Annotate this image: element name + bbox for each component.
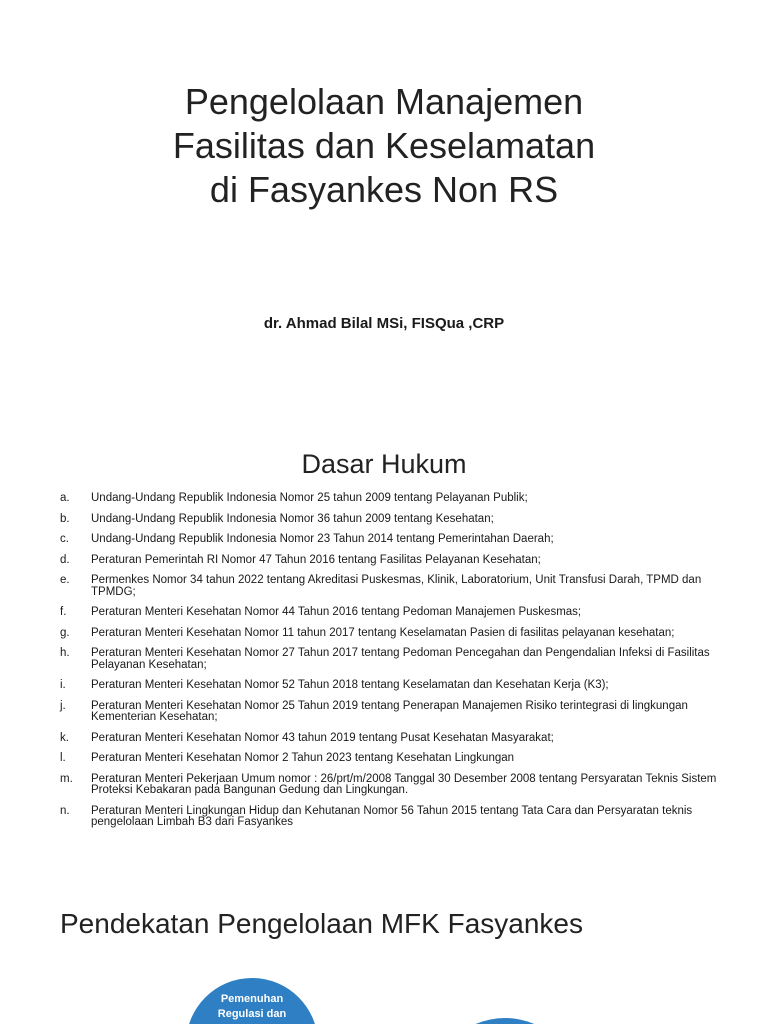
legal-basis-item bbox=[60, 680, 720, 692]
regulation-circle bbox=[186, 978, 318, 1024]
legal-basis-item-text: Peraturan Pemerintah RI Nomor 47 Tahun 2016 tentang Fasilitas Pelayanan Kesehatan; bbox=[91, 553, 541, 566]
legal-basis-item bbox=[60, 534, 720, 546]
title-line-2: Fasilitas dan Keselamatan bbox=[172, 125, 596, 166]
legal-basis-item-letter: a. bbox=[60, 492, 70, 504]
legal-basis-heading: Dasar Hukum bbox=[301, 449, 467, 479]
legal-basis-item-text: Peraturan Menteri Kesehatan Nomor 44 Tahun 2016 tentang Pedoman Manajemen Puskesmas; bbox=[91, 606, 582, 618]
legal-basis-item-text: Permenkes Nomor 34 tahun 2022 tentang Akreditasi Puskesmas, Klinik, Laboratorium, Unit Transfusi Darah, TPMD dan TPMDG; bbox=[91, 574, 702, 598]
legal-basis-item-letter: n. bbox=[60, 804, 70, 817]
title-line-1: Pengelolaan Manajemen bbox=[184, 81, 584, 122]
author-name: dr. Ahmad Bilal MSi, FISQua ,CRP bbox=[263, 315, 505, 332]
legal-basis-item-text: Undang-Undang Republik Indonesia Nomor 36 tahun 2009 tentang Kesehatan; bbox=[91, 512, 494, 525]
legal-basis-item-text: Peraturan Menteri Kesehatan Nomor 2 Tahun 2023 tentang Kesehatan Lingkungan bbox=[91, 752, 515, 764]
legal-basis-item-letter: g. bbox=[60, 626, 70, 639]
legal-basis-item bbox=[60, 575, 720, 598]
legal-basis-item-text: Peraturan Menteri Kesehatan Nomor 27 Tahun 2017 tentang Pedoman Pencegahan dan Pengendalian Infeksi di Fasilitas Pelayanan Kesehatan; bbox=[91, 647, 710, 671]
legal-basis-item-letter: k. bbox=[60, 731, 69, 744]
regulation-circle-label bbox=[186, 992, 318, 1022]
legal-basis-item-text: Undang-Undang Republik Indonesia Nomor 23 Tahun 2014 tentang Pemerintahan Daerah; bbox=[91, 533, 554, 545]
legal-basis-item bbox=[60, 648, 720, 671]
circle-label-line-1: Pemenuhan bbox=[220, 993, 284, 1005]
legal-basis-item-letter: e. bbox=[60, 574, 70, 586]
legal-basis-item-text: Peraturan Menteri Kesehatan Nomor 11 tahun 2017 tentang Keselamatan Pasien di fasilitas pelayanan kesehatan; bbox=[91, 626, 675, 639]
legal-basis-item bbox=[60, 701, 720, 724]
legal-basis-list bbox=[60, 493, 720, 838]
legal-basis-item-text: Peraturan Menteri Pekerjaan Umum nomor : 26/prt/m/2008 Tanggal 30 Desember 2008 tentang Persyaratan Teknis Sistem Proteksi Kebakaran pada Bangunan Gedung dan Lingkungan. bbox=[91, 772, 717, 796]
legal-basis-item-letter: f. bbox=[60, 606, 67, 618]
legal-basis-item bbox=[60, 514, 720, 526]
legal-basis-item-text: Peraturan Menteri Kesehatan Nomor 25 Tahun 2019 tentang Penerapan Manajemen Risiko terintegrasi di lingkungan Kementerian Kesehatan; bbox=[91, 699, 688, 723]
legal-basis-item-letter: l. bbox=[60, 752, 66, 764]
legal-basis-item bbox=[60, 733, 720, 745]
legal-basis-item-letter: m. bbox=[60, 772, 73, 785]
legal-basis-item-text: Peraturan Menteri Kesehatan Nomor 43 tahun 2019 tentang Pusat Kesehatan Masyarakat; bbox=[91, 731, 554, 744]
legal-basis-item-text: Peraturan Menteri Kesehatan Nomor 52 Tahun 2018 tentang Keselamatan dan Kesehatan Kerja (K3); bbox=[91, 679, 609, 691]
secondary-circle bbox=[430, 1018, 580, 1024]
legal-basis-item-text: Undang-Undang Republik Indonesia Nomor 25 tahun 2009 tentang Pelayanan Publik; bbox=[91, 492, 528, 504]
legal-basis-item bbox=[60, 607, 720, 619]
legal-basis-item bbox=[60, 753, 720, 765]
title-line-3: di Fasyankes Non RS bbox=[209, 169, 559, 210]
presentation-title bbox=[0, 80, 768, 212]
legal-basis-item-letter: i. bbox=[60, 679, 66, 691]
legal-basis-item bbox=[60, 555, 720, 567]
circle-label-line-2: Regulasi dan bbox=[217, 1008, 287, 1020]
legal-basis-item-letter: j. bbox=[60, 699, 66, 712]
legal-basis-item bbox=[60, 628, 720, 640]
legal-basis-item bbox=[60, 493, 720, 505]
approach-heading: Pendekatan Pengelolaan MFK Fasyankes bbox=[60, 908, 583, 939]
legal-basis-item bbox=[60, 774, 720, 797]
legal-basis-item-letter: h. bbox=[60, 647, 70, 659]
legal-basis-item bbox=[60, 806, 720, 829]
legal-basis-item-letter: d. bbox=[60, 553, 70, 566]
legal-basis-item-letter: b. bbox=[60, 512, 70, 525]
legal-basis-item-text: Peraturan Menteri Lingkungan Hidup dan Kehutanan Nomor 56 Tahun 2015 tentang Tata Cara dan Persyaratan teknis pengelolaan Limbah B3 dari Fasyankes bbox=[91, 804, 693, 828]
legal-basis-item-letter: c. bbox=[60, 533, 69, 545]
